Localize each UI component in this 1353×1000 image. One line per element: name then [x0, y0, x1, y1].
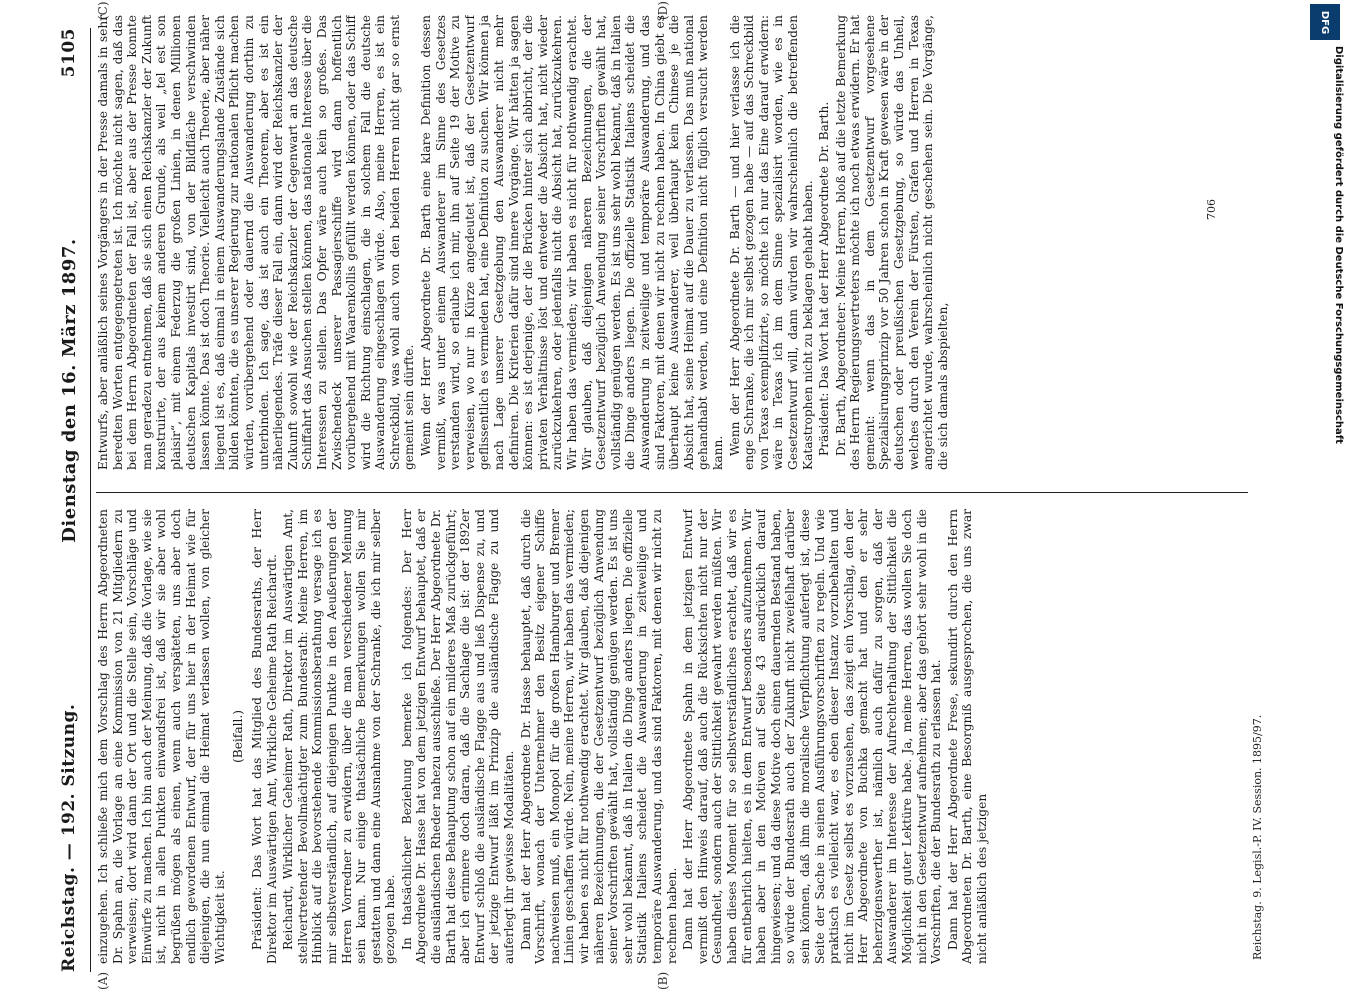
- margin-marker-c: (C): [96, 1, 110, 20]
- paragraph: Wenn der Herr Abgeordnete Dr. Barth eine klare Definition dessen vermißt, was unter einem Auswanderer im Sinne des Gesetzes verstanden wird, so erlaube ich mir, ihn auf Seite 19 der Motive zu verweisen, wo nur in Kürze angedeutet ist, daß der Gesetzentwurf geflissentlich es vermieden hat, eine Definition zu suchen. Wir können ja nach Lage unserer Gesetzgebung den Auswanderer nicht mehr definiren. Die Kriterien dafür sind innere Vorgänge. Wir hätten ja sagen können: es ist derjenige, der die Brücken hinter sich abbricht, der die privaten Verhältnisse löst und entweder die Absicht hat, nicht wieder zurückzukehren, oder jedenfalls nicht die Absicht hat, zurückzukehren. Wir haben das vermieden; wir haben es nicht für nothwendig erachtet. Wir glauben, daß diejenigen näheren Bezeichnungen, die der Gesetzentwurf bezüglich Anwendung seiner Vorschriften gewählt hat, vollständig genügen werden. Es ist uns sehr wohl bekannt, daß in Italien die Dinge anders liegen. Die offizielle Statistik Italiens scheidet die Auswanderung in zeitweilige und temporäre Auswanderung, und das sind Faktoren, mit denen wir nicht zu rechnen haben. In China giebt es überhaupt keine Auswanderer, weil überhaupt kein Chinese je die Absicht hat, seine Heimat auf die Dauer zu verlassen. Das muß national gehandhabt werden, und eine Definition nicht füglich versucht werden kann.: [419, 15, 725, 470]
- paragraph: Wenn der Herr Abgeordnete Dr. Barth — und hier verlasse ich die enge Schranke, die ich mir selbst gezogen habe — auf das Schreckbild von Texas exemplifizirte, so möchte ich nur das Eine darauf erwidern: wäre in Texas ich im dem Sinne spezialisirt worden, wie es in Gesetzentwurf will, dann würden wir wahrscheinlich die betreffenden Katastrophen nicht zu beklagen gehabt haben.: [727, 15, 815, 470]
- digitization-credit: [1310, 4, 1344, 994]
- page-header: [48, 28, 91, 972]
- margin-marker-d: (D): [656, 1, 670, 20]
- margin-marker-a: (A): [96, 971, 110, 990]
- dfg-logo: [1310, 4, 1340, 40]
- footer-page-number: 706: [1205, 199, 1218, 220]
- paragraph: Dann hat der Herr Abgeordnete Dr. Hasse behauptet, daß durch die Vorschrift, wonach der Unternehmer den Besitz eigener Schiffe nachweisen muß, ein Monopol für die großen Hamburger und Bremer Linien geschaffen würde. Nein, meine Herren, wir haben das vermieden; wir haben es nicht für nothwendig erachtet. Wir glauben, daß diejenigen näheren Bezeichnungen, die der Gesetzentwurf bezüglich Anwendung seiner Vorschriften gewählt hat, vollständig genügen werden. Es ist uns sehr wohl bekannt, daß in Italien die Dinge anders liegen. Die offizielle Statistik Italiens scheidet die Auswanderung in zeitweilige und temporäre Auswanderung, und das sind Faktoren, mit denen wir nicht zu rechnen haben.: [518, 509, 679, 964]
- header-session: Reichstag. — 192. Sitzung.: [59, 703, 79, 972]
- header-date: Dienstag den 16. März 1897.: [58, 238, 80, 543]
- page-body: [96, 1, 1254, 990]
- paragraph: Dr. Barth, Abgeordneter: Meine Herren, bloß auf die letzte Bemerkung des Herrn Regierungsvertreters möchte ich noch etwas erwidern. Er hat gemeint: wenn das in dem Gesetzentwurf vorgesehene Spezialisirungsprinzip vor 50 Jahren schon in Kraft gewesen wäre in der deutschen oder preußischen Gesetzgebung, so würde das Unheil, welches durch den Verein der Fürsten, Grafen und Herren in Texas angerichtet wurde, wahrscheinlich nicht geschehen sein. Die Vorgänge, die sich damals abspielten,: [833, 15, 950, 470]
- paragraph: einzugehen. Ich schließe mich dem Vorschlag des Herrn Abgeordneten Dr. Spahn an, die Vorlage an eine Kommission von 21 Mitgliedern zu verweisen; dort wird dann der Ort und die Stelle sein, Vorschläge und Einwürfe zu machen. Ich bin auch der Meinung, daß die Vorlage, wie sie ist, nicht in allen Punkten einwandsfrei ist, daß wir sie aber wohl begrüßen mögen als einen, wenn auch verspäteten, uns aber doch endlich gewordenen Entwurf, der für uns hier in der Heimat wie für diejenigen, die nun einmal die Heimat verlassen wollen, von gleicher Wichtigkeit ist.: [96, 509, 227, 964]
- left-column: [96, 509, 1254, 964]
- paragraph: Entwurfs, aber anläßlich seines Vorgängers in der Presse damals in sehr beredten Worten entgegengetreten ist. Ich möchte nicht sagen, daß das bei dem Herrn Abgeordneten der Fall ist, aber aus der Presse konnte man geradezu entnehmen, daß sie sich einen Reichskanzler der Zukunft konstruirte, der aus keinem anderen Grunde, als weil „tel est son plaisir“, mit einem Federzug die großen Linien, in denen Millionen deutschen Kapitals investirt sind, von der Bildfläche verschwinden lassen könnte. Das ist doch Theorie. Vielleicht auch Theorie, aber näher liegend ist es, daß einmal in einem Auswanderungslande Zustände sich bilden könnten, die es unserer Regierung zur nationalen Pflicht machen würden, vorübergehend oder dauernd die Auswanderung dorthin zu unterbinden. Ich sage, das ist auch ein Theorem, aber es ist ein näherliegendes. Träfe dieser Fall ein, dann wird der Reichskanzler der Zukunft sowohl wie der Reichskanzler der Gegenwart an das deutsche Schiffahrt das Ansuchen stellen können, das nationale Interesse über die Interessen zu stellen. Das Opfer wäre auch kein so großes. Das Zwischendeck unserer Passagierschiffe wird dann hoffentlich vorübergehend mit Waarenkollis gefüllt werden können, oder das Schiff wird die Richtung einschlagen, die in solchem Fall die deutsche Auswanderung eingeschlagen würde. Also, meine Herren, es ist ein Schreckbild, was wohl auch von den beiden Herren nicht gar so ernst gemeint sein dürfte.: [96, 15, 417, 470]
- paragraph: Dann hat der Herr Abgeordnete Frese, sekundirt durch den Herrn Abgeordneten Dr. Barth, eine Besorgniß ausgesprochen, die uns zwar nicht anläßlich des jetzigen: [945, 509, 990, 964]
- applause-note: (Beifall.): [231, 709, 246, 764]
- paragraph: In thatsächlicher Beziehung bemerke ich folgendes: Der Herr Abgeordnete Dr. Hasse hat von dem jetzigen Entwurf behauptet, daß er die ausländischen Rheder nahezu ausschließe. Der Herr Abgeordnete Dr. Barth hat diese Behauptung schon auf ein milderes Maß zurückgeführt; aber ich erinnere doch daran, daß die Sachlage die ist: der 1892er Entwurf schloß die ausländische Flagge aus und ließ Dispense zu, und der jetzige Entwurf läßt im Prinzip die ausländische Flagge zu und auferlegt ihr gewisse Modalitäten.: [399, 509, 517, 964]
- right-column: [96, 15, 1254, 470]
- credit-text: Digitalisierung gefördert durch die Deutsche Forschungsgemeinschaft: [1333, 46, 1344, 444]
- column-divider: [96, 492, 1248, 493]
- margin-marker-b: (B): [656, 971, 670, 990]
- paragraph: Präsident: Das Wort hat der Herr Abgeordnete Dr. Barth.: [817, 101, 832, 456]
- paragraph: Dann hat der Herr Abgeordnete Spahn in dem jetzigen Entwurf vermißt den Hinweis darauf, daß auch die Rücksichten nicht nur der Gesundheit, sondern auch der Sittlichkeit gewahrt werden müßten. Wir haben dieses Moment für so selbstverständliches erachtet, daß wir es für entbehrlich hielten, es in dem Entwurf besonders aufzunehmen. Wir haben aber in den Motiven auf Seite 43 ausdrücklich darauf hingewiesen; und da diese Motive doch einen dauernden Bestand haben, so würde der Bundesrath auch der Zukunft nicht zweifelhaft darüber sein können, daß ihm die moralische Verpflichtung auferlegt ist, diese Seite der Sache in seinen Ausführungsvorschriften zu regeln. Und wie praktisch es vielleicht war, es eben dieser Instanz vorzubehalten und nicht im Gesetz selbst es vorzusehen, das zeigt ein Vorschlag, den der Herr Abgeordnete von Buchka gemacht hat und den er sehr beherzigenswerther ist, nämlich auch dafür zu sorgen, daß der Auswanderer im Interesse der Aufrechterhaltung der Sittlichkeit die Möglichkeit guter Lektüre habe. Ja, meine Herren, das wollen Sie doch nicht in den Gesetzentwurf aufnehmen; aber das gehört sehr wohl in die Vorschriften, die der Bundesrath zu erlassen hat.: [681, 509, 944, 964]
- paragraph: Präsident: Das Wort hat das Mitglied des Bundesraths, der Herr Direktor im Auswärtigen Amt, Wirkliche Geheime Rath Reichardt.: [249, 509, 279, 964]
- header-page-number: 5105: [59, 28, 79, 78]
- dfg-logo-text: DFG: [1319, 10, 1331, 34]
- footer-citation: Reichstag. 9. Legisl.-P. IV. Session. 1895/97.: [1251, 714, 1264, 960]
- paragraph: Reichardt, Wirklicher Geheimer Rath, Direktor im Auswärtigen Amt, stellvertretender Bevollmächtigter zum Bundesrath: Meine Herren, im Hinblick auf die bevorstehende Kommissionsberathung versage ich es mir selbstverständlich, auf diejenigen Punkte in den Aeußerungen der Herren Vorredner zu erwidern, über die man verschiedener Meinung sein kann. Nur einige thatsächliche Bemerkungen wollen Sie mir gestatten und dann eine Ausnahme von der Schranke, die ich mir selber gezogen habe.: [281, 509, 398, 964]
